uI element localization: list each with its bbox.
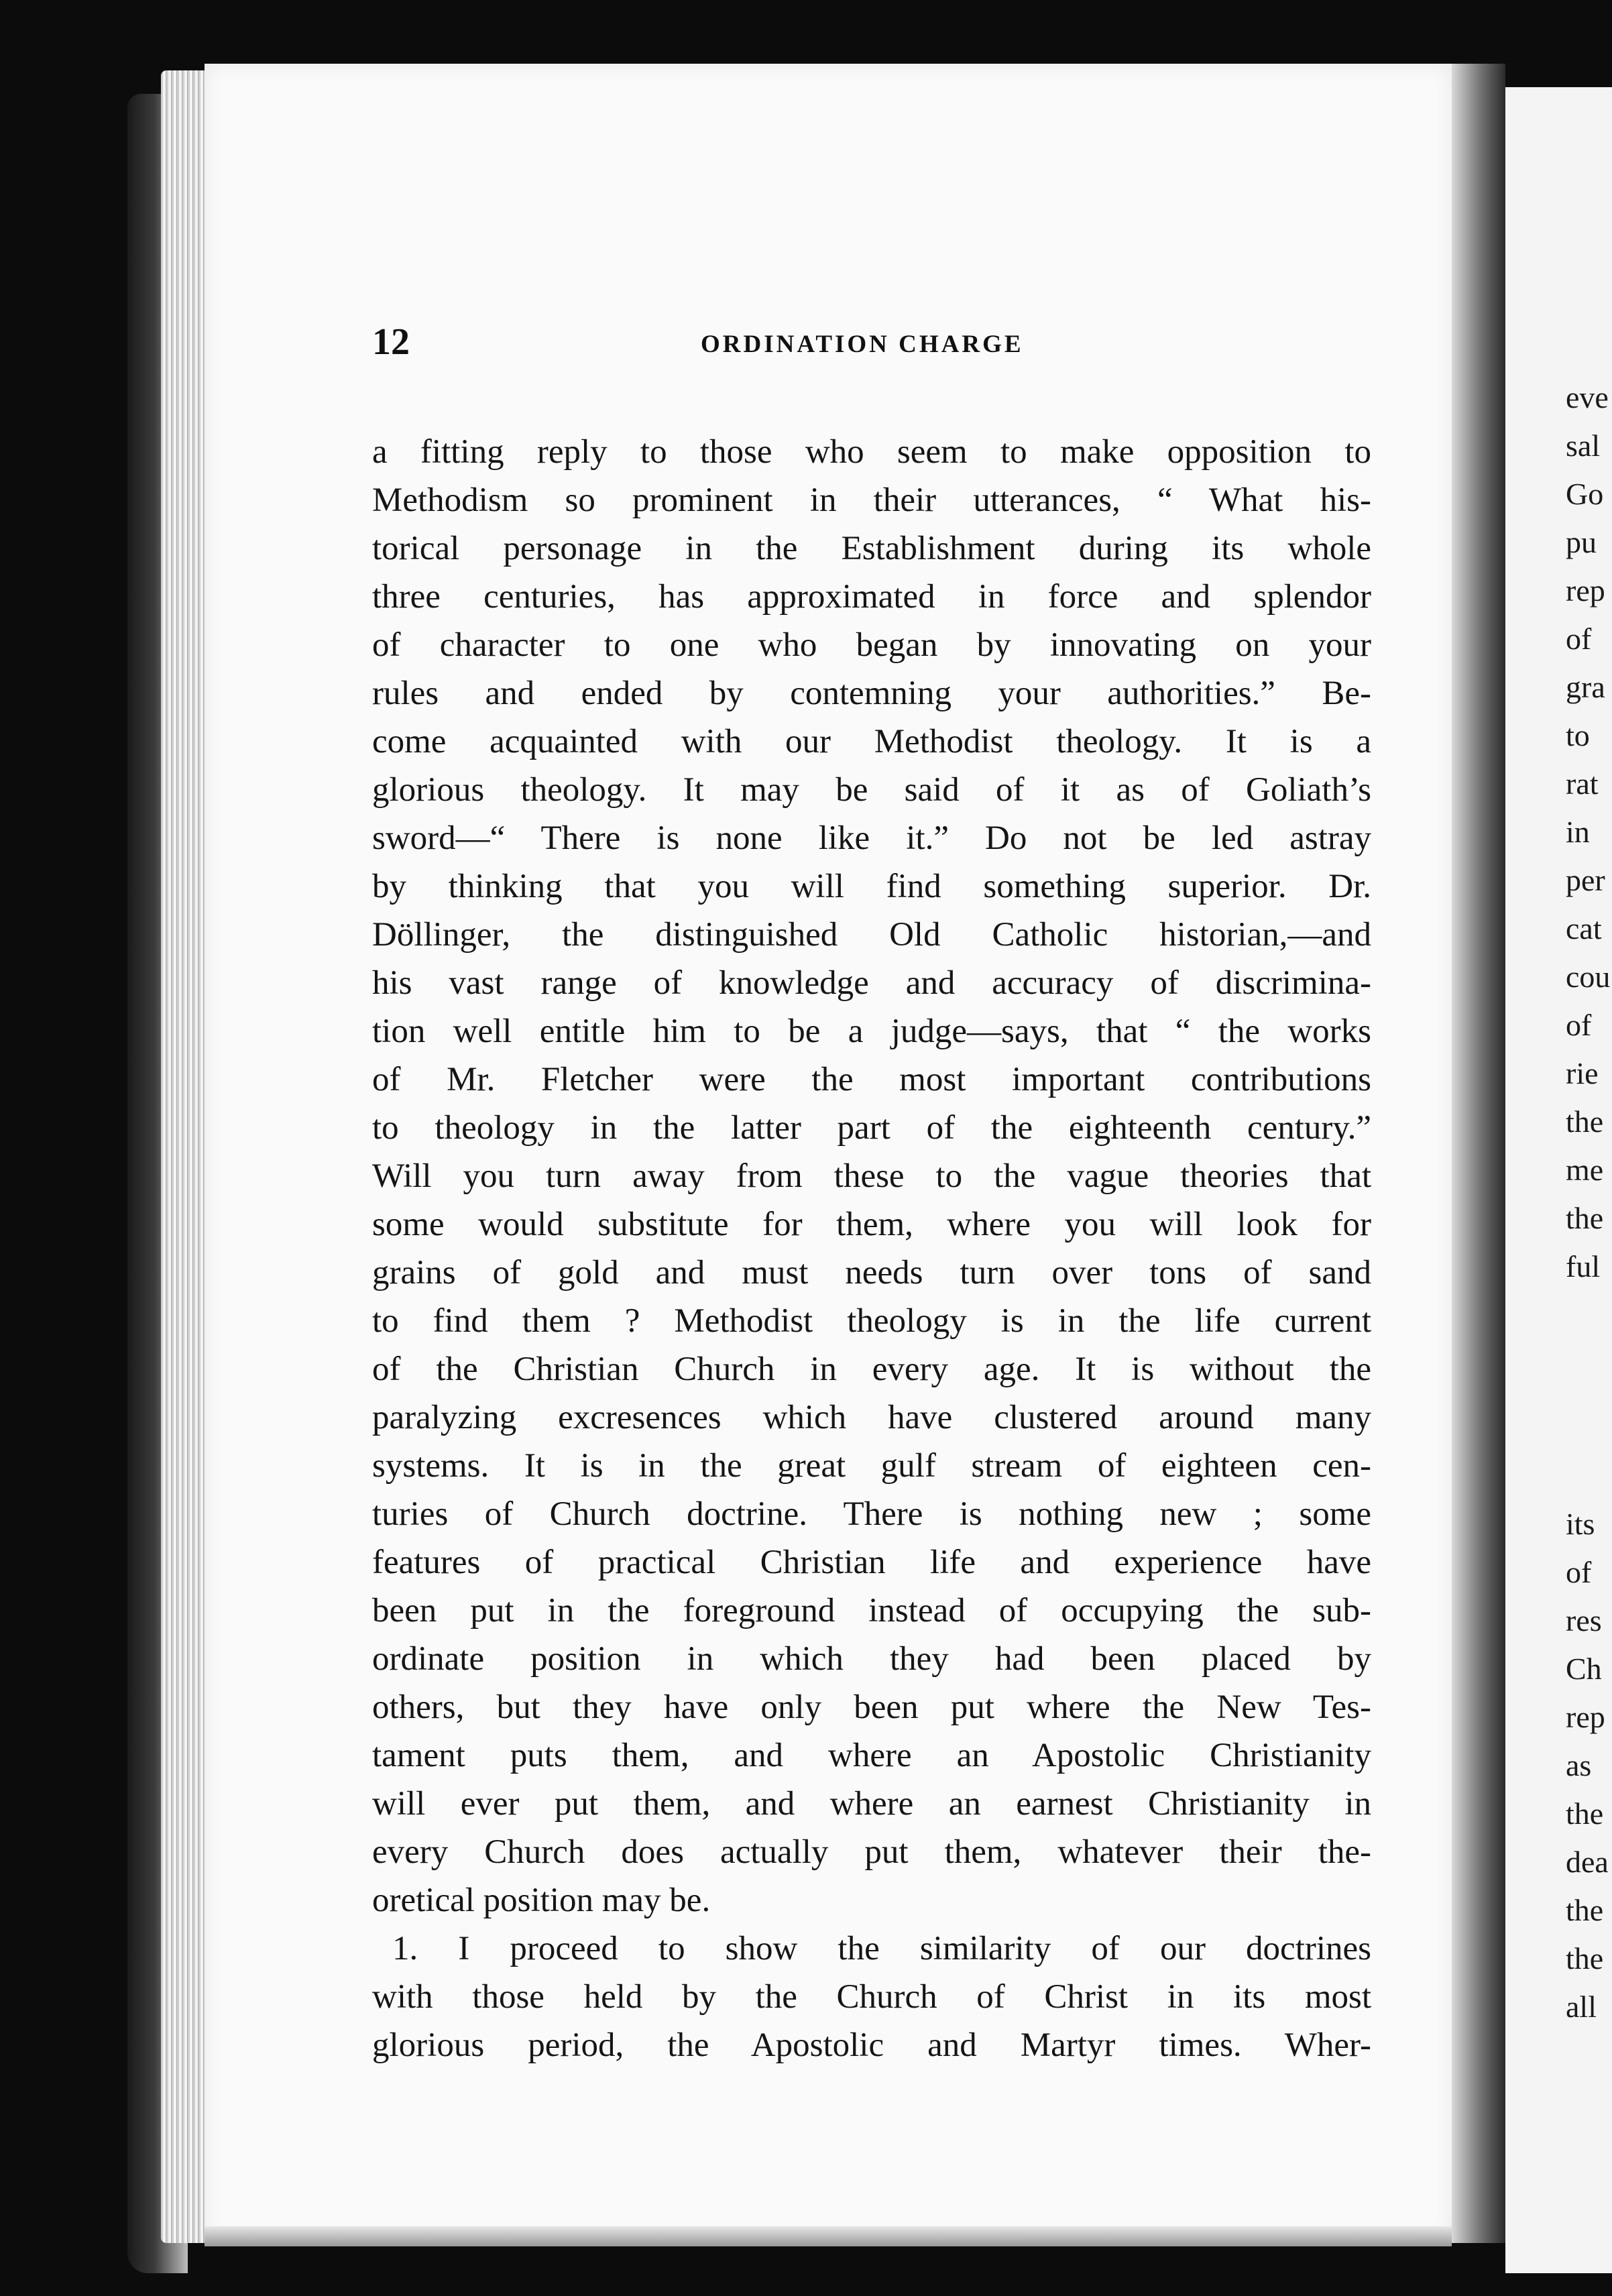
- facing-page: [1505, 87, 1612, 2273]
- running-title: ORDINATION CHARGE: [701, 331, 1024, 358]
- text-line: Will you turn away from these to the vague theories that: [372, 1157, 1371, 1195]
- text-line: tament puts them, and where an Apostolic Christianity: [372, 1737, 1371, 1774]
- text-line: been put in the foreground instead of occupying the sub-: [372, 1592, 1371, 1629]
- facing-fragment: as: [1566, 1748, 1592, 1782]
- facing-fragment: dea: [1566, 1845, 1609, 1879]
- body-text: [372, 428, 1371, 2069]
- facing-fragment: rie: [1566, 1056, 1599, 1090]
- text-line: to find them ? Methodist theology is in the life current: [372, 1302, 1371, 1340]
- text-line: ordinate position in which they had been placed by: [372, 1640, 1371, 1678]
- text-line: paralyzing excresences which have clustered around many: [372, 1399, 1371, 1436]
- text-line: others, but they have only been put where the New Tes-: [372, 1688, 1371, 1726]
- text-line: glorious theology. It may be said of it as of Goliath’s: [372, 771, 1371, 809]
- facing-fragment: the: [1566, 1941, 1604, 1975]
- text-line: rules and ended by contemning your authorities.” Be-: [372, 675, 1371, 712]
- text-line: Döllinger, the distinguished Old Catholic historian,—and: [372, 916, 1371, 954]
- text-line: features of practical Christian life and experience have: [372, 1544, 1371, 1581]
- facing-fragment: the: [1566, 1893, 1604, 1927]
- text-line: of Mr. Fletcher were the most important contributions: [372, 1061, 1371, 1098]
- gutter-shadow: [1452, 64, 1505, 2243]
- text-line: by thinking that you will find something superior. Dr.: [372, 868, 1371, 905]
- facing-fragment: of: [1566, 1555, 1592, 1589]
- facing-fragment: rat: [1566, 766, 1599, 801]
- text-line: tion well entitle him to be a judge—says, that “ the works: [372, 1013, 1371, 1050]
- text-line: 1. I proceed to show the similarity of our doctrines: [392, 1930, 1371, 1967]
- text-line: Methodism so prominent in their utterances, “ What his-: [372, 481, 1371, 519]
- text-line: of character to one who began by innovating on your: [372, 626, 1371, 664]
- text-line: turies of Church doctrine. There is nothing new ; some: [372, 1495, 1371, 1533]
- facing-fragment: of: [1566, 1008, 1592, 1042]
- text-line: to theology in the latter part of the eighteenth century.”: [372, 1109, 1371, 1147]
- facing-fragment: cat: [1566, 911, 1602, 945]
- facing-fragment: to: [1566, 718, 1590, 752]
- text-line: glorious period, the Apostolic and Martyr times. Wher-: [372, 2026, 1371, 2064]
- text-line: oretical position may be.: [372, 1882, 711, 1919]
- text-line: torical personage in the Establishment during its whole: [372, 530, 1371, 567]
- text-line: with those held by the Church of Christ in its most: [372, 1978, 1371, 2016]
- text-line: a fitting reply to those who seem to make opposition to: [372, 433, 1371, 471]
- facing-fragment: the: [1566, 1796, 1604, 1831]
- text-line: sword—“ There is none like it.” Do not be led astray: [372, 819, 1371, 857]
- text-line: every Church does actually put them, whatever their the-: [372, 1833, 1371, 1871]
- facing-fragment: the: [1566, 1104, 1604, 1139]
- text-line: will ever put them, and where an earnest Christianity in: [372, 1785, 1371, 1823]
- facing-fragment: cou: [1566, 960, 1611, 994]
- facing-fragment: the: [1566, 1201, 1604, 1235]
- facing-fragment: rep: [1566, 573, 1605, 608]
- running-head: [372, 321, 1371, 367]
- facing-fragment: eve: [1566, 380, 1609, 414]
- text-line: grains of gold and must needs turn over tons of sand: [372, 1254, 1371, 1292]
- facing-fragment: me: [1566, 1153, 1604, 1187]
- facing-fragment: pu: [1566, 525, 1597, 559]
- facing-fragment: gra: [1566, 670, 1605, 704]
- text-line: come acquainted with our Methodist theology. It is a: [372, 723, 1371, 760]
- facing-fragment: in: [1566, 815, 1590, 849]
- text-line: some would substitute for them, where you will look for: [372, 1206, 1371, 1243]
- facing-fragment: of: [1566, 622, 1592, 656]
- facing-fragment: per: [1566, 863, 1605, 897]
- facing-fragment: its: [1566, 1507, 1595, 1541]
- facing-fragment: Ch: [1566, 1652, 1602, 1686]
- facing-fragment: res: [1566, 1603, 1602, 1638]
- facing-fragment: sal: [1566, 428, 1601, 463]
- text-line: of the Christian Church in every age. It is without the: [372, 1351, 1371, 1388]
- text-line: three centuries, has approximated in force and splendor: [372, 578, 1371, 616]
- facing-fragment: rep: [1566, 1700, 1605, 1734]
- facing-fragment: all: [1566, 1990, 1597, 2024]
- text-line: systems. It is in the great gulf stream of eighteen cen-: [372, 1447, 1371, 1485]
- page-number: 12: [372, 321, 410, 363]
- page-bottom-edge: [205, 2226, 1452, 2246]
- text-line: his vast range of knowledge and accuracy of discrimina-: [372, 964, 1371, 1002]
- facing-fragment: ful: [1566, 1249, 1601, 1283]
- facing-fragment: Go: [1566, 477, 1604, 511]
